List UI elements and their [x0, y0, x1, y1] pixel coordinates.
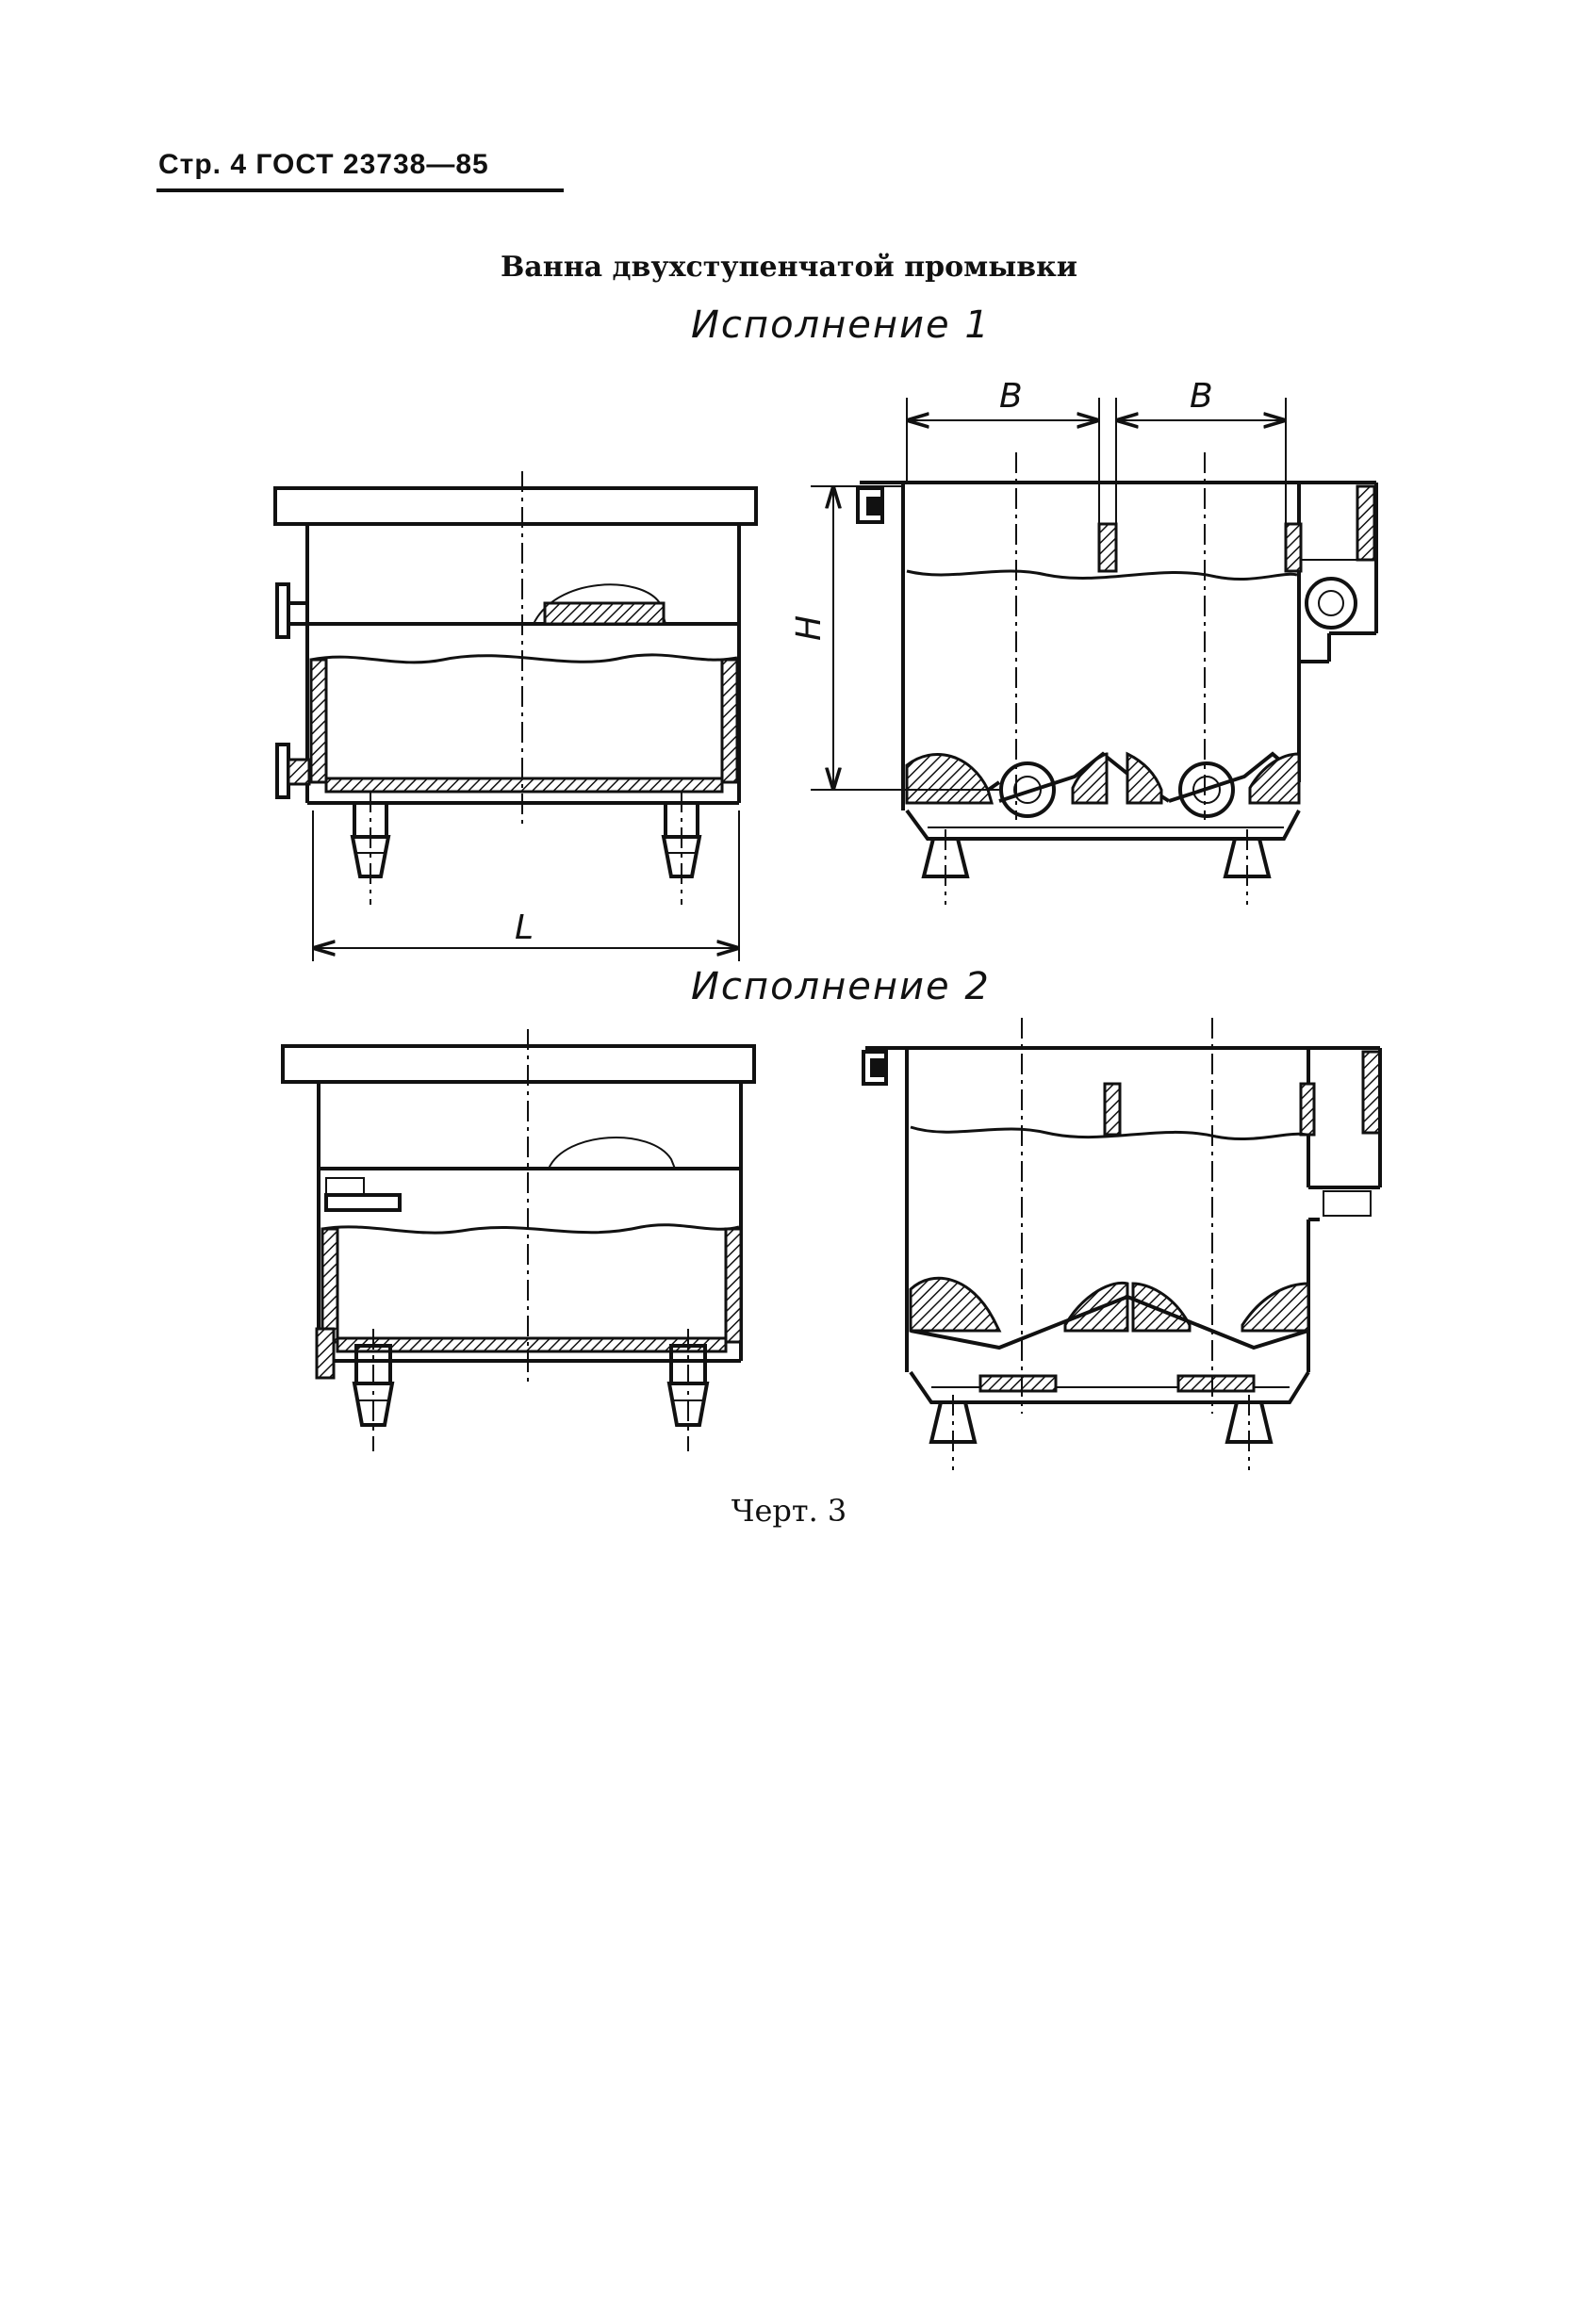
- overflow-outlet: [1323, 1191, 1371, 1216]
- drain-pipe: [277, 745, 309, 797]
- break-line: [311, 655, 737, 663]
- dimension-h-label: H: [790, 614, 829, 641]
- drain-flange: [1001, 763, 1054, 816]
- partition: [1301, 1084, 1314, 1135]
- drain-fitting: [1178, 1376, 1254, 1391]
- dimension-b-label: B: [999, 377, 1023, 416]
- variant-1-side-view: [790, 377, 1376, 905]
- page-header: Стр. 4 ГОСТ 23738—85: [158, 149, 489, 180]
- variant-1-front-view: [275, 471, 756, 961]
- variant-2-label: Исполнение 2: [691, 965, 991, 1008]
- partition: [1286, 524, 1301, 571]
- break-line: [322, 1225, 739, 1233]
- variant-2-front-view: [283, 1029, 754, 1451]
- outlet-flange: [1307, 579, 1356, 628]
- partition: [1105, 1084, 1120, 1135]
- figure-caption: Черт. 3: [731, 1493, 847, 1529]
- lid: [283, 1046, 754, 1082]
- inlet-pipe: [277, 584, 307, 637]
- partition: [1099, 524, 1116, 571]
- variant-2-side-view: [863, 1018, 1380, 1470]
- variant-1-label: Исполнение 1: [691, 303, 991, 347]
- lid: [275, 488, 756, 524]
- cutaway-dome: [549, 1137, 675, 1169]
- document-title: Ванна двухступенчатой промывки: [500, 251, 1078, 284]
- dimension-l-label: L: [515, 908, 534, 947]
- dimension-b-label: B: [1190, 377, 1213, 416]
- drain-fitting: [980, 1376, 1056, 1391]
